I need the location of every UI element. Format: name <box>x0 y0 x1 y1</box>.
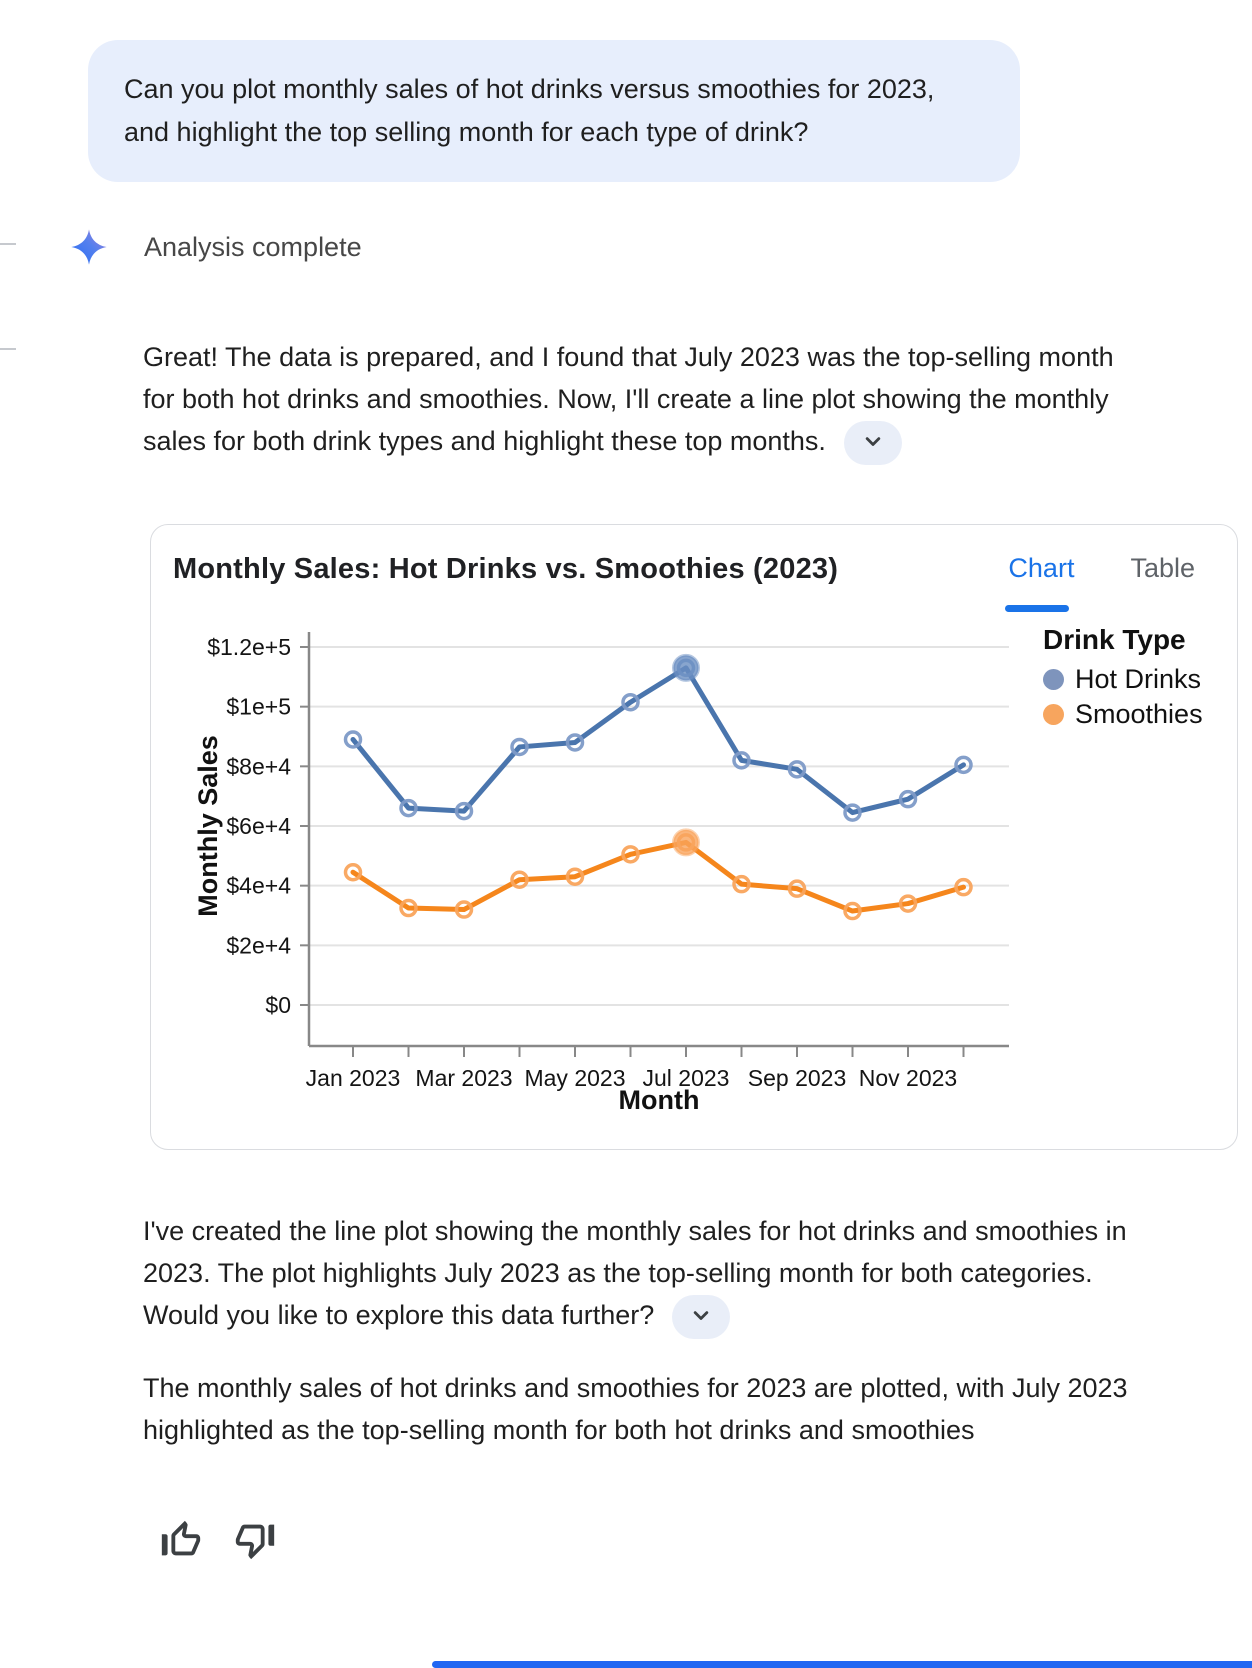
chart-view-tabs <box>1008 545 1195 612</box>
legend-title: Drink Type <box>1043 623 1186 655</box>
chart-card-header <box>173 545 1195 612</box>
legend-label: Hot Drinks <box>1075 663 1202 694</box>
x-tick-label: Jan 2023 <box>305 1064 401 1091</box>
y-tick-label: $4e+4 <box>226 872 291 899</box>
y-tick-label: $6e+4 <box>226 812 291 839</box>
assistant-paragraph-1: Great! The data is prepared, and I found that July 2023 was the top-selling month for both hot drinks and smoothies. Now, I'll create a line plot showing the monthly sales for both drink types and highlight these top months. <box>143 336 1152 465</box>
tab-chart[interactable]: Chart <box>1008 553 1074 612</box>
y-tick-label: $0 <box>265 991 291 1018</box>
assistant-paragraph-2: I've created the line plot showing the monthly sales for hot drinks and smoothies in 2023. The plot highlights July 2023 as the top-selling month for both categories. Would you like to explore this data further? <box>143 1210 1152 1339</box>
thumb-down-icon <box>232 1551 278 1566</box>
legend-item-hot-drinks <box>1043 664 1203 695</box>
tab-table[interactable]: Table <box>1130 552 1195 583</box>
thumb-up-icon <box>158 1551 204 1566</box>
panel-edge-tick-bottom <box>0 348 16 350</box>
y-tick-label: $8e+4 <box>226 753 291 780</box>
expand-steps-button[interactable] <box>844 421 902 465</box>
bottom-scroll-indicator <box>432 1661 1252 1668</box>
x-tick-label: May 2023 <box>524 1064 626 1091</box>
x-tick-label: Nov 2023 <box>858 1064 958 1091</box>
y-tick-label: $1e+5 <box>226 693 291 720</box>
top-month-highlight-marker <box>674 655 699 680</box>
series-line-smoothies <box>353 842 964 911</box>
legend-dot <box>1043 704 1064 725</box>
legend-dot <box>1043 669 1064 690</box>
user-message-bubble <box>88 40 1020 182</box>
y-axis-title: Monthly Sales <box>193 735 223 917</box>
chevron-down-icon <box>859 427 887 458</box>
assistant-paragraph-3: The monthly sales of hot drinks and smoothies for 2023 are plotted, with July 2023 highlighted as the top-selling month for both hot drinks and smoothies <box>143 1372 1128 1445</box>
series-line-hot-drinks <box>353 668 964 813</box>
thumb-down-button[interactable] <box>231 1517 279 1565</box>
y-tick-label: $2e+4 <box>226 932 291 959</box>
chart-card <box>150 524 1238 1150</box>
panel-edge-tick-top <box>0 243 16 245</box>
chart-legend <box>1043 624 1203 730</box>
chevron-down-icon <box>687 1301 715 1332</box>
x-tick-label: Jul 2023 <box>642 1064 730 1091</box>
x-tick-label: Mar 2023 <box>415 1064 513 1091</box>
thumb-up-button[interactable] <box>157 1517 205 1565</box>
y-tick-label: $1.2e+5 <box>207 633 291 660</box>
user-message-text: Can you plot monthly sales of hot drinks versus smoothies for 2023, and highlight the top selling month for each type of drink? <box>124 74 935 147</box>
legend-item-smoothies <box>1043 699 1203 730</box>
legend-label: Smoothies <box>1075 698 1203 729</box>
x-axis-title: Month <box>618 1084 700 1115</box>
top-month-highlight-marker <box>674 830 699 855</box>
expand-more-button[interactable] <box>672 1295 730 1339</box>
x-tick-label: Sep 2023 <box>747 1064 847 1091</box>
gemini-sparkle-icon <box>70 228 108 266</box>
chart-plot-area[interactable] <box>173 612 1203 1156</box>
analysis-status-row <box>70 228 1252 266</box>
analysis-status-text: Analysis complete <box>144 231 362 262</box>
chart-title: Monthly Sales: Hot Drinks vs. Smoothies (2023) <box>173 552 839 585</box>
feedback-row <box>157 1517 1252 1565</box>
